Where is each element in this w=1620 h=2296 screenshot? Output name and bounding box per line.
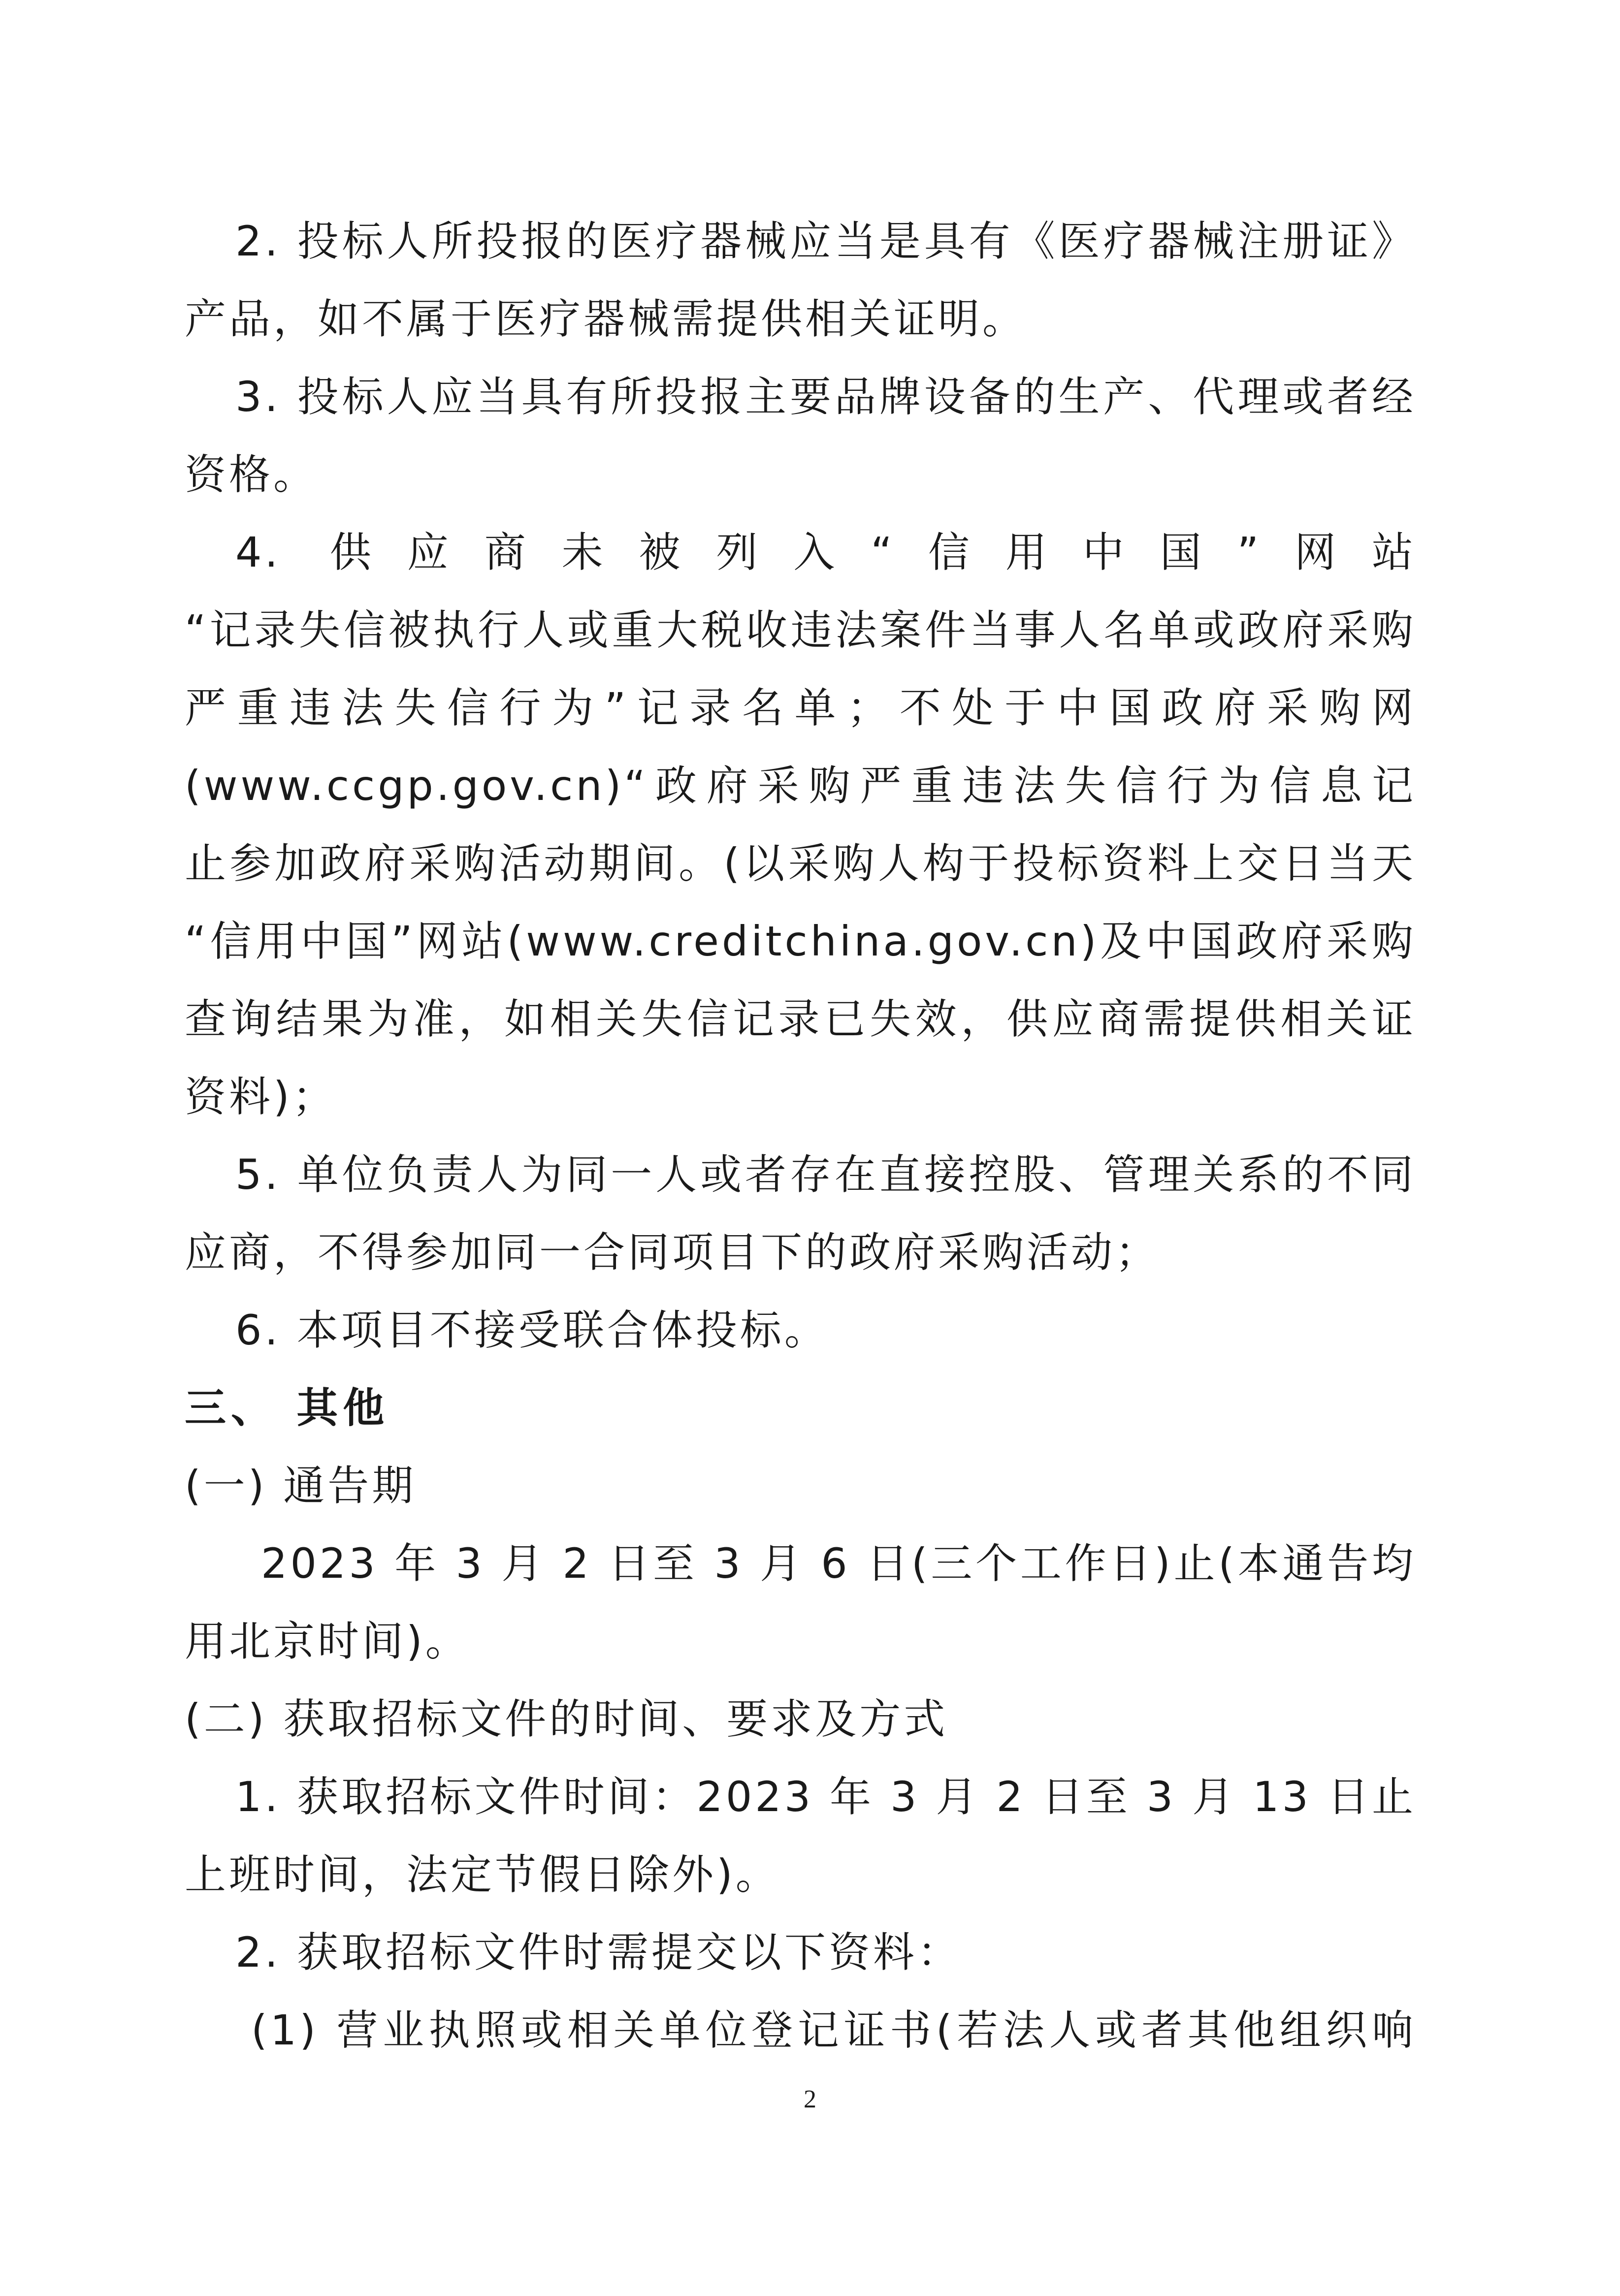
text-line: 用北京时间)。 [185, 1617, 470, 1665]
text-line: 止参加政府采购活动期间。(以采购人构于投标资料上交日当天 [185, 839, 1416, 888]
text-line: 2. 投标人所投报的医疗器械应当是具有《医疗器械注册证》 [235, 217, 1416, 265]
text-line: 严重违法失信行为”记录名单；不处于中国政府采购网 [185, 684, 1416, 732]
text-line: 产品，如不属于医疗器械需提供相关证明。 [185, 295, 1027, 343]
text-line: 2023 年 3 月 2 日至 3 月 6 日(三个工作日)止(本通告均 [261, 1539, 1416, 1588]
text-line: “信用中国”网站(www.creditchina.gov.cn)及中国政府采购 [185, 917, 1416, 965]
text-line: 资格。 [185, 450, 318, 499]
text-line: 1. 获取招标文件时间：2023 年 3 月 2 日至 3 月 13 日止 [235, 1773, 1416, 1821]
text-line: 资料)； [185, 1073, 337, 1121]
text-line: 查询结果为准，如相关失信记录已失效，供应商需提供相关证 [185, 995, 1416, 1043]
text-line: 2. 获取招标文件时需提交以下资料： [235, 1928, 962, 1977]
section-heading: 三、 其他 [185, 1384, 389, 1432]
text-line: 上班时间，法定节假日除外)。 [185, 1850, 780, 1899]
text-line: (1) 营业执照或相关单位登记证书(若法人或者其他组织响 [251, 2006, 1416, 2054]
subsection-heading: (二) 获取招标文件的时间、要求及方式 [185, 1695, 948, 1743]
text-line: 6. 本项目不接受联合体投标。 [235, 1306, 829, 1354]
text-line: 3. 投标人应当具有所投报主要品牌设备的生产、代理或者经 [235, 373, 1416, 421]
text-line: 4. 供应商未被列入“信用中国”网站 [235, 528, 1416, 576]
text-line: 5. 单位负责人为同一人或者存在直接控股、管理关系的不同 [235, 1150, 1416, 1199]
text-line: “记录失信被执行人或重大税收违法案件当事人名单或政府采购 [185, 606, 1416, 654]
text-line: 应商，不得参加同一合同项目下的政府采购活动； [185, 1228, 1160, 1276]
page-number: 2 [804, 2085, 816, 2113]
text-line: (www.ccgp.gov.cn)“政府采购严重违法失信行为信息记 [185, 762, 1416, 810]
subsection-heading: (一) 通告期 [185, 1462, 417, 1510]
